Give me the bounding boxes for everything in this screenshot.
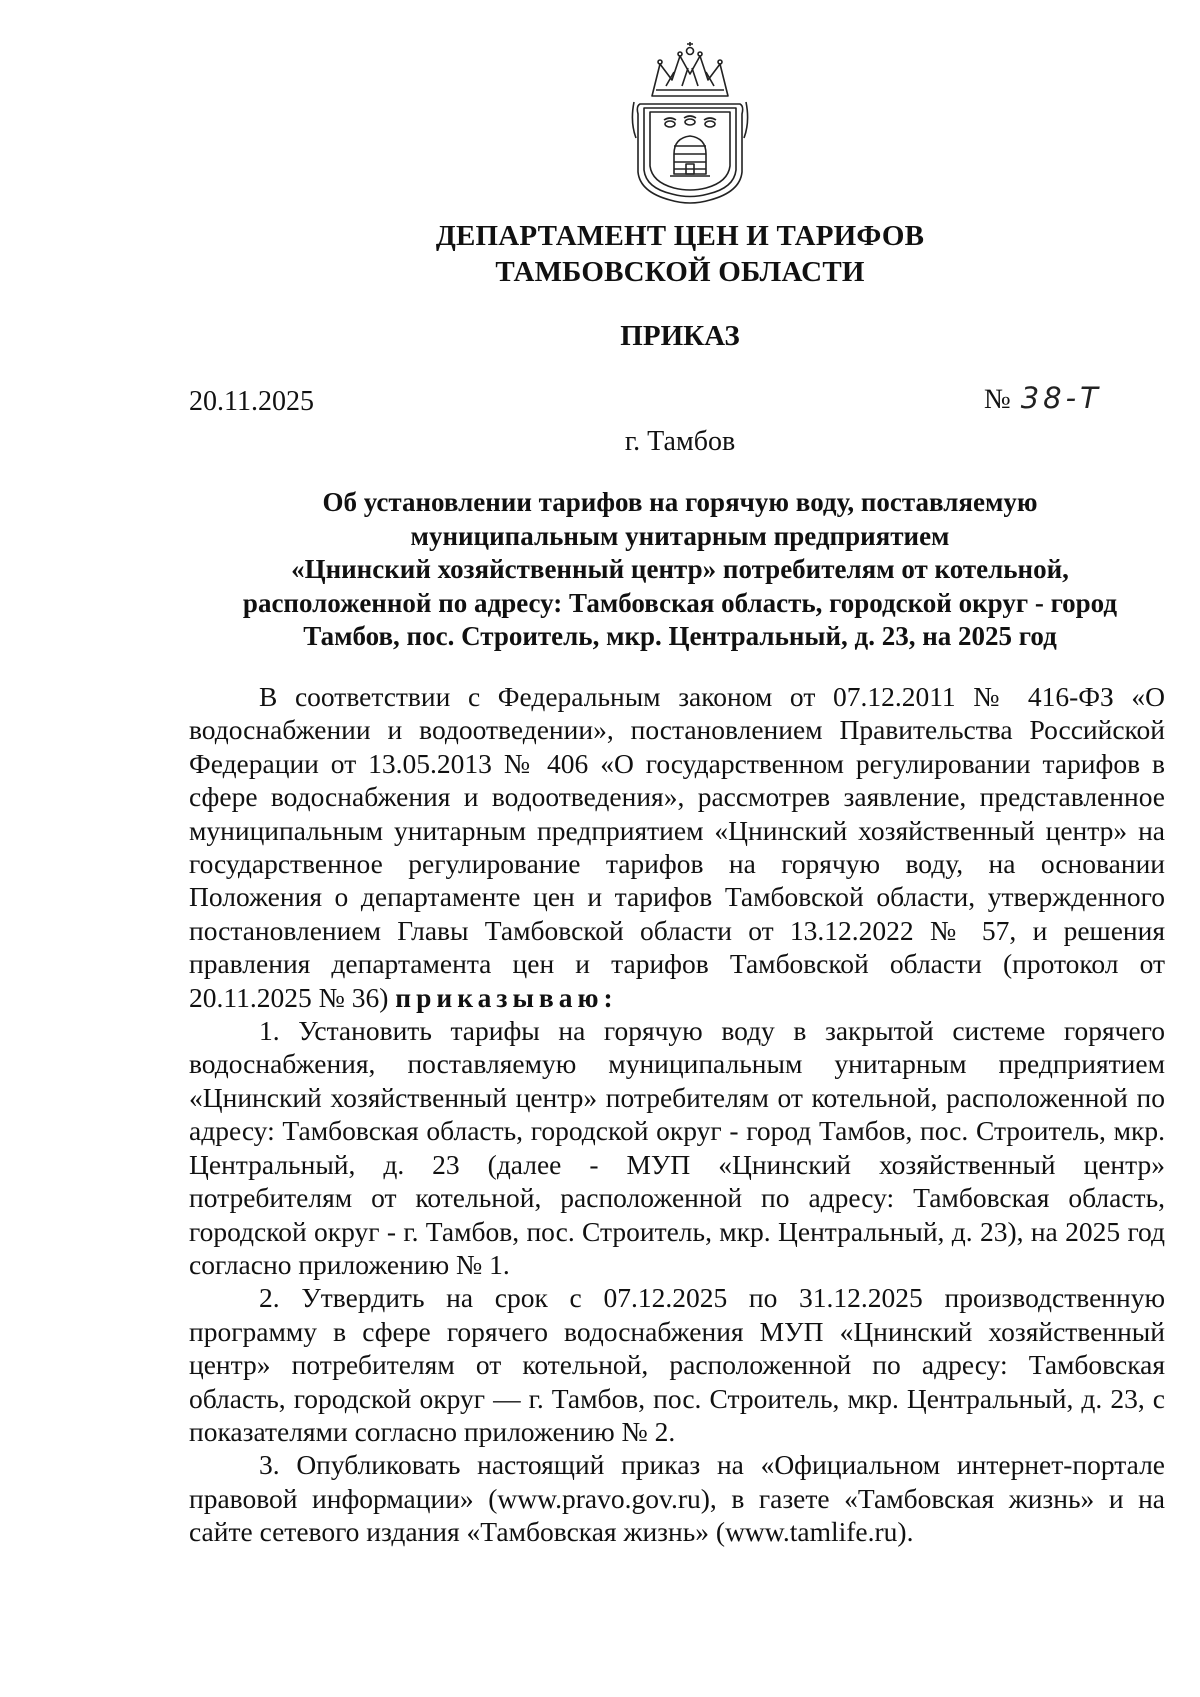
handwritten-number: 38-Т <box>1020 381 1102 415</box>
preamble-text: В соответствии с Федеральным законом от 07.12.2011 № 416-ФЗ «О водоснабжении и водоотведении», постановлением Правительства Российской Федерации от 13.05.2013 № 406 «О государственном регулировании тарифов в сфере водоснабжения и водоотведения», рассмотрев заявление, представленное муниципальным унитарным предприятием «Цнинский хозяйственный центр» на государственное регулирование тарифов на горячую воду, на основании Положения о департаменте цен и тарифов Тамбовской области, утвержденного постановлением Главы Тамбовской области от 13.12.2022 № 57, и решения правления департамента цен и тарифов Тамбовской области (протокол от 20.11.2025 № 36) <box>189 681 1165 1013</box>
order-word: приказываю: <box>395 981 618 1013</box>
subject-line-5: Тамбов, пос. Строитель, мкр. Центральный, д. 23, на 2025 год <box>303 621 1057 651</box>
subject-line-4: расположенной по адресу: Тамбовская область, городской округ - город <box>242 587 1118 618</box>
subject-line-3: «Цнинский хозяйственный центр» потребителям от котельной, <box>291 554 1069 584</box>
subject-line-2: муниципальным унитарным предприятием <box>410 520 950 551</box>
number-sign: № <box>984 384 1011 415</box>
document-city: г. Тамбов <box>624 426 736 457</box>
preamble-paragraph <box>189 680 1165 1014</box>
document-number <box>984 380 1102 418</box>
item-1-paragraph: 1. Установить тарифы на горячую воду в закрытой системе горячего водоснабжения, поставляемую муниципальным унитарным предприятием «Цнинский хозяйственный центр» потребителям от котельной, расположенной по адресу: Тамбовская область, городской округ - город Тамбов, пос. Строитель, мкр. Центральный, д. 23 (далее - МУП «Цнинский хозяйственный центр» потребителям от котельной, расположенной по адресу: Тамбовская область, городской округ - г. Тамбов, пос. Строитель, мкр. Центральный, д. 23), на 2025 год согласно приложению № 1. <box>189 1015 1165 1280</box>
department-name <box>0 218 1200 290</box>
department-line-1: ДЕПАРТАМЕНТ ЦЕН И ТАРИФОВ <box>435 220 925 252</box>
coat-of-arms-emblem <box>630 42 750 206</box>
document-date: 20.11.2025 <box>189 386 314 417</box>
item-2-paragraph: 2. Утвердить на срок с 07.12.2025 по 31.12.2025 производственную программу в сфере горячего водоснабжения МУП «Цнинский хозяйственный центр» потребителям от котельной, расположенной по адресу: Тамбовская область, городской округ — г. Тамбов, пос. Строитель, мкр. Центральный, д. 23, с показателями согласно приложению № 2. <box>189 1282 1165 1447</box>
document-body <box>189 680 1165 1549</box>
document-subject <box>190 486 1170 654</box>
document-type: ПРИКАЗ <box>620 320 740 352</box>
subject-line-1: Об установлении тарифов на горячую воду, поставляемую <box>322 487 1038 517</box>
department-line-2: ТАМБОВСКОЙ ОБЛАСТИ <box>495 256 865 288</box>
item-3-paragraph: 3. Опубликовать настоящий приказ на «Официальном интернет-портале правовой информации» (www.pravo.gov.ru), в газете «Тамбовская жизнь» и на сайте сетевого издания «Тамбовская жизнь» (www.tamlife.ru). <box>189 1449 1165 1548</box>
